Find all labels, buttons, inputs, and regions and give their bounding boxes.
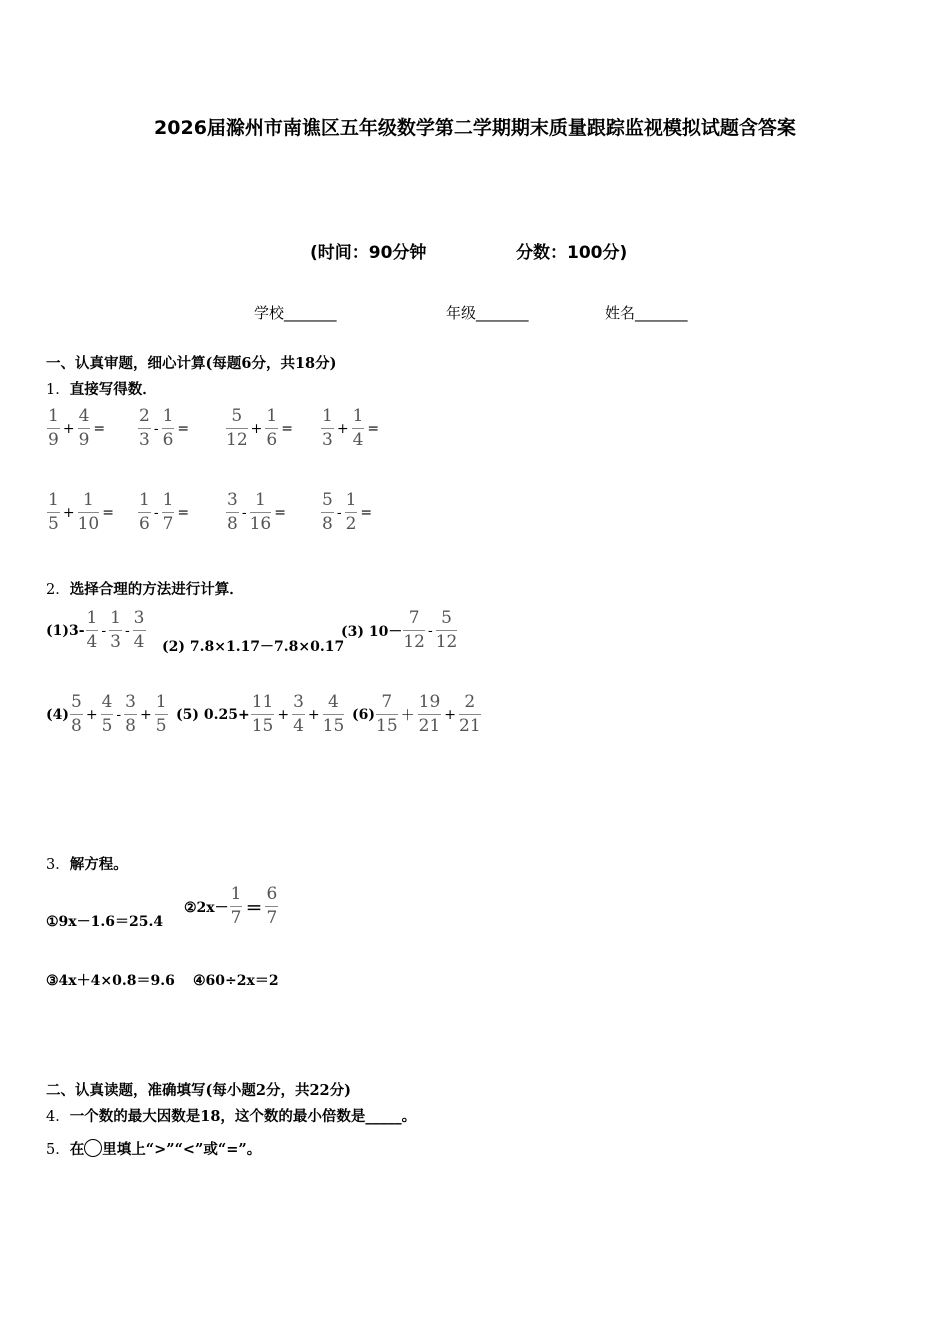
operator: + <box>62 504 75 521</box>
operator: + <box>85 706 98 723</box>
question-number: 2． <box>46 582 70 598</box>
equals-sign: ＝ <box>245 899 263 919</box>
fraction <box>47 408 60 449</box>
fraction-group <box>69 694 169 735</box>
q2-part-1 <box>46 610 147 651</box>
section1-heading: 一、认真审题，细心计算(每题6分，共18分) <box>46 355 337 372</box>
numerator: 1 <box>345 492 358 513</box>
denominator: 5 <box>101 716 113 736</box>
numerator: 7 <box>403 610 425 631</box>
question-2 <box>46 578 244 599</box>
page-title: 2026届滁州市南谯区五年级数学第二学期期末质量跟踪监视模拟试题含答案 <box>154 117 796 139</box>
operator: - <box>153 504 159 521</box>
q2-part-2: (2) 7.8×1.17－7.8×0.17 <box>162 639 345 655</box>
operator: + <box>250 420 263 437</box>
numerator: 1 <box>352 408 365 429</box>
operator: + <box>444 706 457 723</box>
numerator: 1 <box>138 492 151 513</box>
fraction: $\frac{6}{7}$ <box>266 884 278 928</box>
numerator: 4 <box>78 408 91 429</box>
fraction <box>78 492 100 533</box>
denominator: 6 <box>139 514 150 534</box>
q1-expression <box>320 408 381 449</box>
equals-sign: = <box>367 420 380 437</box>
part-prefix: (4) <box>46 706 69 723</box>
q2-part-3 <box>341 610 458 651</box>
q2-part-4 <box>46 694 169 735</box>
numerator: 4 <box>101 694 114 715</box>
denominator: 16 <box>249 514 272 534</box>
denominator: 8 <box>322 514 333 534</box>
numerator: 7 <box>376 694 398 715</box>
denominator: 4 <box>352 430 364 450</box>
numerator: 2 <box>138 408 151 429</box>
numerator: 4 <box>323 694 345 715</box>
equation-2 <box>184 886 279 927</box>
numerator: 1 <box>78 492 100 513</box>
fraction <box>321 492 334 533</box>
operator: ＋ <box>400 707 415 724</box>
fraction-group <box>250 694 346 735</box>
numerator: 1 <box>250 492 272 513</box>
fraction-group <box>402 610 458 651</box>
part-prefix: (5) 0.25+ <box>176 706 250 723</box>
exam-score: 分数：100分) <box>516 243 628 263</box>
question-text: 直接写得数． <box>69 381 157 398</box>
q1-expression <box>225 492 288 533</box>
operator: + <box>307 706 320 723</box>
denominator: 8 <box>227 514 238 534</box>
fraction <box>138 408 151 449</box>
operator: + <box>277 706 290 723</box>
denominator: 9 <box>48 430 59 450</box>
numerator: 3 <box>226 492 239 513</box>
q2-part-6 <box>352 694 482 735</box>
part-prefix: (3) 10－ <box>341 623 403 640</box>
equation-1: ①9x－1.6＝25.4 <box>46 914 164 930</box>
equals-sign: = <box>177 420 190 437</box>
grade-field[interactable]: 年级_______ <box>446 304 529 322</box>
denominator: 4 <box>133 632 145 652</box>
denominator: 15 <box>251 716 274 736</box>
fraction <box>292 694 305 735</box>
denominator: 12 <box>226 430 248 450</box>
operator: + <box>336 420 349 437</box>
question-number: 3． <box>46 857 70 873</box>
denominator: 12 <box>403 632 425 652</box>
fraction <box>47 492 60 533</box>
operator: - <box>116 706 122 723</box>
numerator: 5 <box>436 610 458 631</box>
equals-sign: = <box>274 504 286 521</box>
numerator: 1 <box>86 610 99 631</box>
question-number: 5． <box>46 1142 70 1158</box>
denominator: 4 <box>86 632 98 652</box>
operator: - <box>101 622 107 639</box>
numerator: 5 <box>226 408 248 429</box>
fraction <box>226 492 239 533</box>
operator: - <box>336 504 342 521</box>
section2-heading: 二、认真读题，准确填写(每小题2分，共22分) <box>46 1082 351 1099</box>
denominator: 6 <box>266 430 278 450</box>
denominator: 12 <box>435 632 458 652</box>
denominator: 3 <box>322 430 333 450</box>
denominator: 3 <box>110 632 121 652</box>
equals-sign: = <box>360 504 373 521</box>
numerator: 1 <box>265 408 278 429</box>
fraction <box>345 492 358 533</box>
denominator: 2 <box>345 514 357 534</box>
fraction <box>323 694 345 735</box>
q1-expression <box>137 408 191 449</box>
denominator: 8 <box>71 716 82 736</box>
numerator: 1 <box>321 408 334 429</box>
q1-expression <box>46 492 116 533</box>
fraction <box>251 694 275 735</box>
fraction <box>376 694 398 735</box>
numerator: 3 <box>292 694 305 715</box>
operator: - <box>241 504 247 521</box>
fraction <box>86 610 99 651</box>
question-3 <box>46 853 128 874</box>
numerator: 11 <box>251 694 275 715</box>
fraction <box>418 694 442 735</box>
q1-expression <box>225 408 295 449</box>
question-text-pre: 在 <box>69 1141 85 1158</box>
numerator: 3 <box>124 694 137 715</box>
fraction <box>226 408 248 449</box>
fraction <box>250 492 272 533</box>
question-text: 解方程。 <box>69 856 128 873</box>
numerator: 1 <box>109 610 122 631</box>
question-1 <box>46 378 157 399</box>
fraction <box>321 408 334 449</box>
denominator: 4 <box>293 716 304 736</box>
equals-sign: = <box>177 504 190 521</box>
equation-4: ④60÷2x＝2 <box>193 973 279 989</box>
denominator: 21 <box>459 716 481 736</box>
fraction <box>133 610 146 651</box>
numerator: 2 <box>459 694 481 715</box>
fraction <box>162 492 175 533</box>
fraction <box>436 610 458 651</box>
denominator: 15 <box>322 716 345 736</box>
operator: + <box>139 706 152 723</box>
fraction: $\frac{1}{7}$ <box>230 884 242 928</box>
denominator: 21 <box>418 716 441 736</box>
numerator: 3 <box>133 610 146 631</box>
operator: - <box>428 622 433 639</box>
fraction-group <box>375 694 482 735</box>
fraction <box>70 694 83 735</box>
fraction <box>109 610 122 651</box>
denominator: 7 <box>162 514 174 534</box>
denominator: 5 <box>155 716 167 736</box>
operator: + <box>62 420 75 437</box>
fraction <box>155 694 168 735</box>
school-field[interactable]: 学校_______ <box>254 304 337 322</box>
question-number: 4． <box>46 1109 70 1125</box>
equation-3: ③4x＋4×0.8＝9.6 <box>46 973 175 989</box>
circle-icon <box>84 1139 102 1157</box>
part-prefix: (1)3- <box>46 622 85 639</box>
equation-prefix: ②2x－ <box>184 899 229 916</box>
question-text-post: 里填上“>”“<”或“=”。 <box>102 1141 262 1158</box>
fraction-group <box>85 610 147 651</box>
operator: - <box>124 622 130 639</box>
denominator: 8 <box>125 716 136 736</box>
numerator: 5 <box>321 492 334 513</box>
exam-time: (时间：90分钟 <box>310 243 427 263</box>
question-5 <box>46 1138 261 1159</box>
fraction <box>265 408 278 449</box>
equals-sign: = <box>281 420 293 437</box>
question-4 <box>46 1105 416 1126</box>
fraction <box>352 408 365 449</box>
q1-expression <box>137 492 191 533</box>
numerator: 1 <box>162 408 175 429</box>
fraction <box>403 610 425 651</box>
denominator: 3 <box>139 430 150 450</box>
part-prefix: (6) <box>352 706 375 723</box>
fraction <box>78 408 91 449</box>
numerator: 1 <box>47 408 60 429</box>
name-field[interactable]: 姓名_______ <box>605 304 688 322</box>
denominator: 9 <box>78 430 90 450</box>
numerator: 1 <box>155 694 168 715</box>
denominator: 5 <box>48 514 59 534</box>
equals-sign: = <box>93 420 106 437</box>
q2-part-5 <box>176 694 345 735</box>
numerator: 19 <box>418 694 442 715</box>
denominator: 6 <box>162 430 174 450</box>
fraction <box>124 694 137 735</box>
denominator: 15 <box>376 716 398 736</box>
q1-expression <box>46 408 107 449</box>
question-text: 选择合理的方法进行计算． <box>69 581 244 598</box>
fraction <box>101 694 114 735</box>
denominator: 10 <box>77 514 100 534</box>
fraction <box>138 492 151 533</box>
q1-expression <box>320 492 374 533</box>
question-number: 1． <box>46 382 70 398</box>
operator: - <box>153 420 159 437</box>
equals-sign: = <box>102 504 114 521</box>
question-text: 一个数的最大因数是18，这个数的最小倍数是_____。 <box>69 1108 417 1125</box>
fraction <box>459 694 481 735</box>
numerator: 1 <box>47 492 60 513</box>
fraction <box>162 408 175 449</box>
numerator: 1 <box>162 492 175 513</box>
numerator: 5 <box>70 694 83 715</box>
